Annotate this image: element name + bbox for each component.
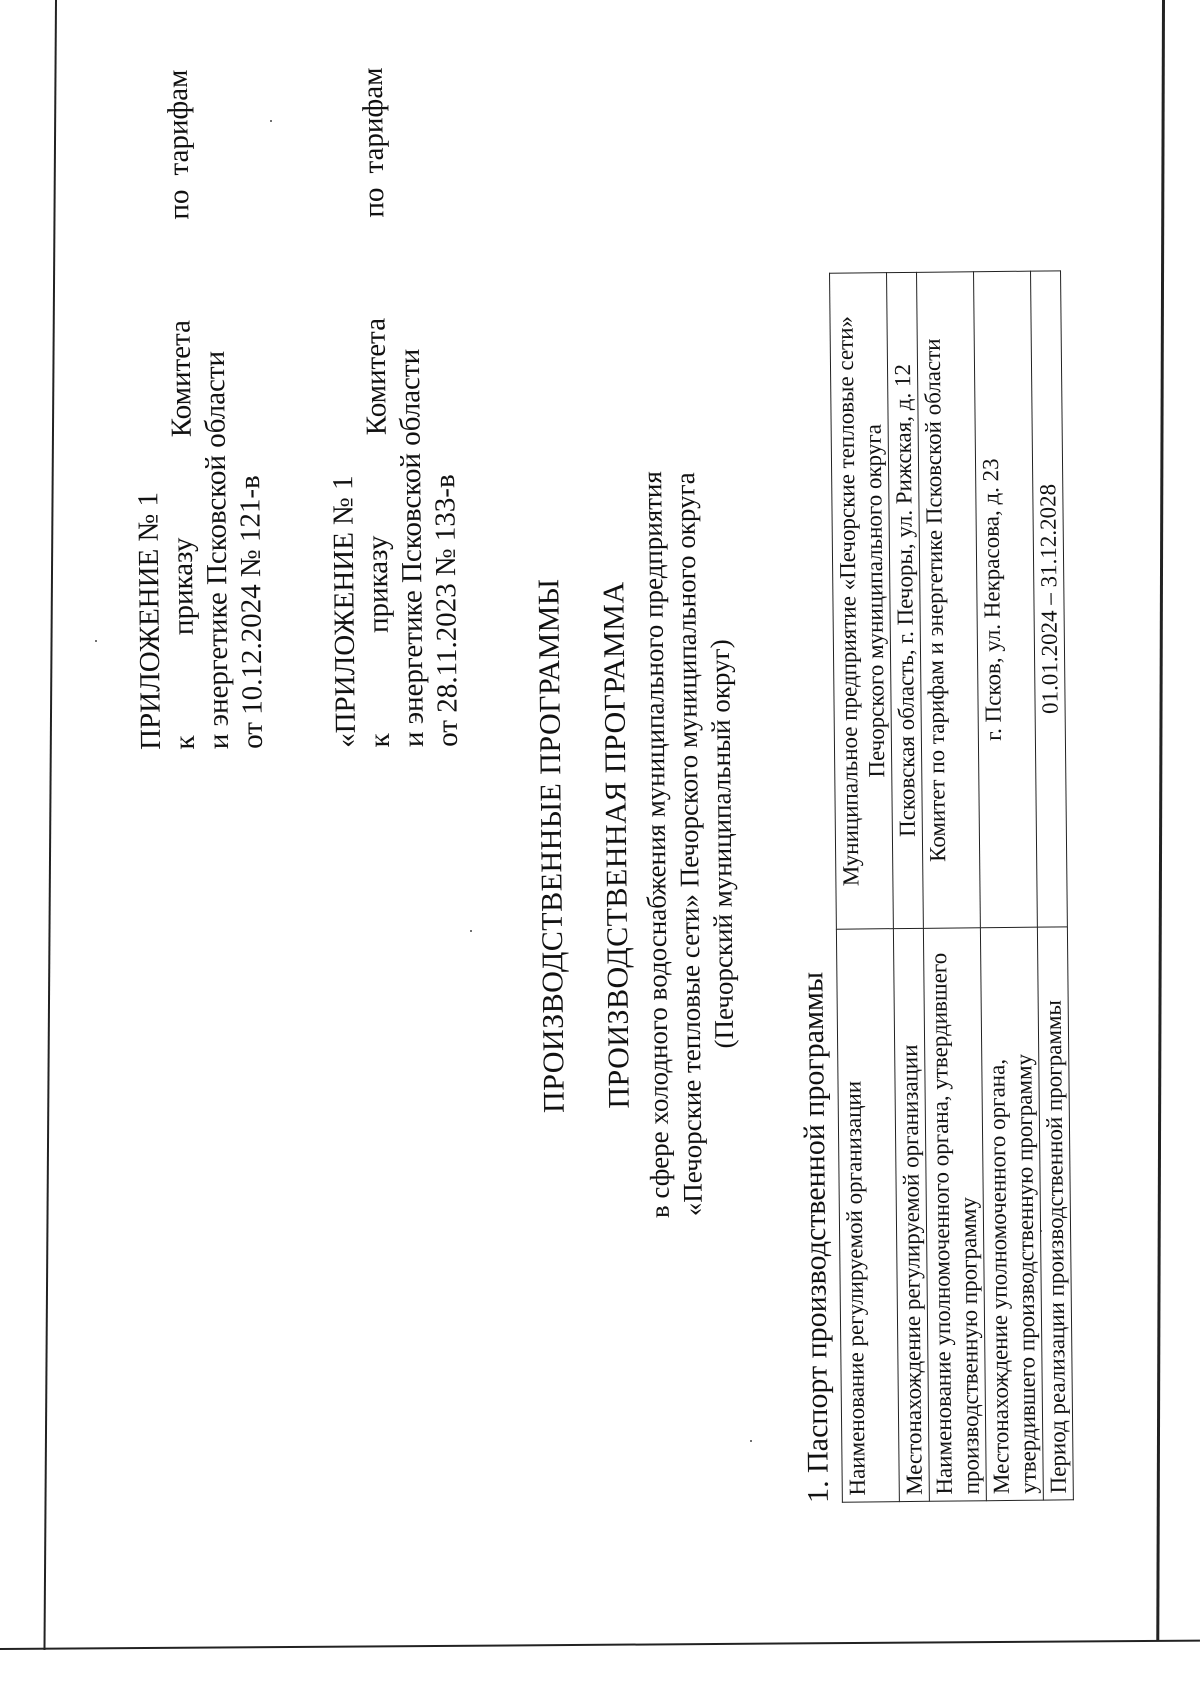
appendix-date-line: от 10.12.2024 № 121-в (234, 475, 269, 750)
row-value: Муниципальное предприятие «Печорские тепловые сети» Печорского муниципального округа (830, 273, 894, 930)
subtitle-line: в сфере холодного водоснабжения муниципального предприятия (637, 471, 675, 1219)
appendix-word: к (168, 735, 201, 750)
program-subtitle (632, 44, 748, 1645)
appendix-date-line: от 28.11.2023 № 133-в (429, 474, 464, 747)
appendix-word: по (358, 187, 391, 218)
appendix-word-tarif: тарифам (161, 69, 195, 176)
scan-left-edge (43, 0, 57, 1650)
row-label: Наименование уполномоченного органа, утвердившего производственную программу (923, 928, 986, 1502)
appendix-word-tarif: тарифам (356, 67, 390, 174)
appendix-word: приказу (166, 537, 200, 636)
row-label: Период реализации производственной программы (1037, 927, 1073, 1500)
document-heading: ПРОИЗВОДСТВЕННЫЕ ПРОГРАММЫ (532, 578, 571, 1114)
appendix-committee-line: и энергетике Псковской области (393, 348, 430, 748)
appendix-block-previous (323, 67, 465, 749)
appendix-word: Комитета (359, 317, 393, 436)
appendix-title: ПРИЛОЖЕНИЕ № 1 (132, 491, 167, 751)
appendix-committee-line: и энергетике Псковской области (198, 350, 235, 750)
row-label: Наименование регулируемой организации (836, 929, 899, 1503)
row-label: Местонахождение регулируемой организации (893, 928, 929, 1501)
appendix-word: Комитета (164, 319, 198, 438)
row-value: 01.01.2024 – 31.12.2028 (1031, 271, 1068, 927)
subtitle-line: (Печорский муниципальный округ) (704, 639, 740, 1049)
row-label: Местонахождение уполномоченного органа, утвердившего производственную программу (980, 927, 1043, 1501)
program-heading: ПРОИЗВОДСТВЕННАЯ ПРОГРАММА (597, 581, 636, 1109)
appendix-word: к (363, 733, 396, 748)
appendix-order-line (162, 189, 202, 749)
appendix-block-current (128, 69, 270, 751)
row-value: Псковская область, г. Печоры, ул. Рижская, д. 12 (887, 272, 924, 928)
passport-table (829, 270, 1074, 1502)
appendix-title: «ПРИЛОЖЕНИЕ № 1 (327, 475, 362, 749)
row-value: Комитет по тарифам и энергетике Псковской области (917, 272, 981, 929)
appendix-word: приказу (361, 535, 395, 634)
rotated-document-page (57, 39, 1184, 1651)
subtitle-line: «Печорские тепловые сети» Печорского муниципального округа (670, 472, 708, 1217)
appendix-word: по (163, 189, 196, 220)
passport-section-title: 1. Паспорт производственной программы (796, 971, 835, 1504)
row-value: г. Псков, ул. Некрасова, д. 23 (974, 271, 1038, 928)
